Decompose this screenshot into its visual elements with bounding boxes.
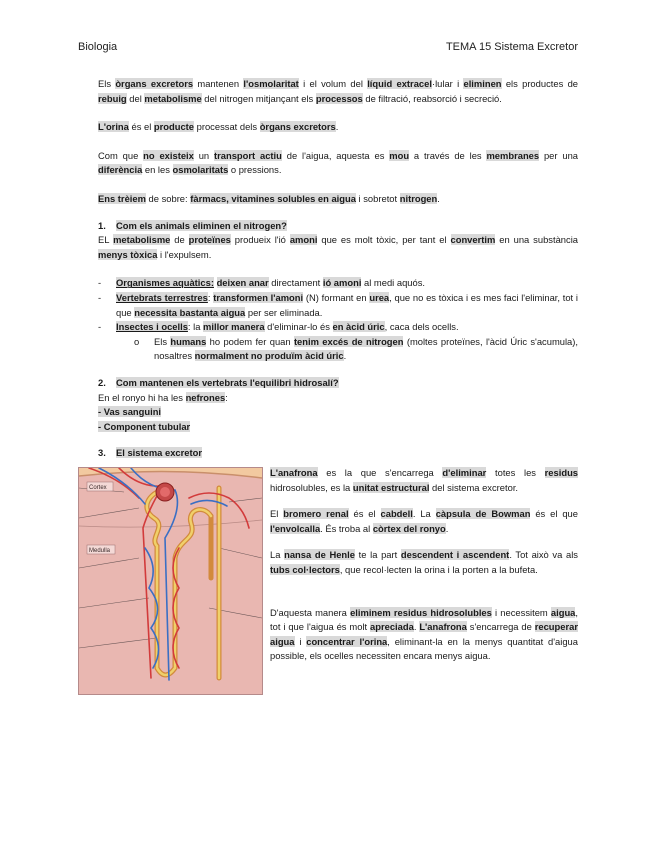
document-body: [98, 77, 578, 461]
section-2-item-blood-vessel: - Vas sanguini: [98, 406, 162, 418]
medulla-label: Medulla: [89, 548, 111, 554]
section-2-paragraph: En el ronyo hi ha les nefrones:: [98, 391, 228, 403]
list-item-terrestrial: - Vertebrats terrestres: transformen l'amoni (N) formant en urea, que no es tòxica i es mes faci l'eliminar, tot i que necessita bastanta aigua per ser eliminada.: [98, 291, 578, 318]
intro-paragraph-1: Els òrgans excretors mantenen l'osmolaritat i el volum del líquid extracel·lular i eliminen els productes de rebuig del metabolisme del nitrogen mitjançant els processos de filtració, reabsorció i secreció.: [98, 78, 579, 104]
intro-paragraph-2: L'orina és el producte processat dels òrgans excretors.: [98, 121, 339, 133]
section-3-paragraph-2: El bromero renal és el cabdell. La càpsula de Bowman és el que l'envolcalla. És troba al còrtex del ronyo.: [270, 508, 578, 534]
section-3-paragraph-1: L'anafrona es la que s'encarrega d'eliminar totes les residus hidrosolubles, es la unitat estructural del sistema excretor.: [270, 467, 579, 493]
header-topic: TEMA 15 Sistema Excretor: [445, 41, 578, 53]
list-item-insects: - Insectes i ocells: la millor manera d'eliminar-lo és en àcid úric, caca dels ocells.: [98, 321, 459, 333]
section-3-text: [270, 466, 578, 664]
header-subject: Biologia: [78, 41, 118, 53]
intro-paragraph-3: Com que no existeix un transport actiu de l'aigua, aquesta es mou a través de les membranes per una diferència en les osmolaritats o pressions.: [98, 149, 579, 176]
section-2-heading: 2. Com mantenen els vertebrats l'equilibri hidrosalí?: [98, 376, 339, 388]
section-1-paragraph: EL metabolisme de proteïnes produeix l'ió amoni que es molt tòxic, per tant el convertim en una substància menys tòxica i l'expulsem.: [98, 234, 578, 260]
section-3-heading: 3. El sistema excretor: [98, 447, 202, 459]
intro-paragraph-4: Ens trèiem de sobre: fàrmacs, vitamines solubles en aigua i sobretot nitrogen.: [98, 192, 440, 204]
section-3-paragraph-3: La nansa de Henle te la part descendent i ascendent. Tot això va als tubs col·lectors, que recol·lecten la orina i la porten a la bufeta.: [270, 549, 578, 575]
section-1-heading: 1. Com els animals eliminen el nitrogen?: [98, 219, 287, 231]
list-item-aquatic: - Organismes aquàtics: deixen anar directament ió amoni al medi aquós.: [98, 277, 426, 289]
section-2-item-tubular: - Component tubular: [98, 420, 191, 432]
sublist-item-humans: o Els humans ho podem fer quan tenim excés de nitrogen (moltes proteïnes, l'àcid Úric s'acumula), nosaltres normalment no produïm àcid úric.: [134, 335, 578, 362]
cortex-label: Cortex: [89, 485, 107, 491]
nephron-figure: [78, 467, 263, 695]
nephron-illustration: [79, 468, 262, 694]
section-3-paragraph-4: D'aquesta manera eliminem residus hidrosolubles i necessitem aigua, tot i que l'aigua és molt apreciada. L'anafrona s'encarrega de recuperar aigua i concentrar l'orina, eliminant-la en la menys quantitat d'aigua possible, els ocelles necessiten encara menys aigua.: [270, 606, 579, 662]
